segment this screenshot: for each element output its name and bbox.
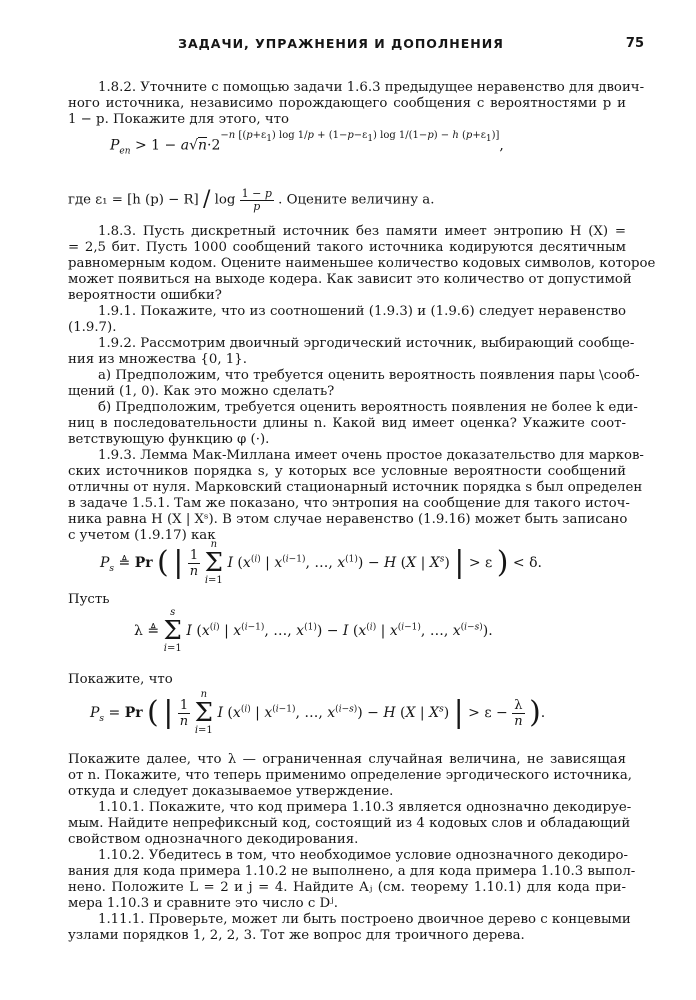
problem-1-8-2-line-3: 1 − p. Покажите для этого, что: [68, 112, 290, 127]
problem-1-8-2-line-2: ного источника, независимо порождающего сообщения с вероятностями p и: [68, 96, 626, 111]
problem-1-9-1-line-2: (1.9.7).: [68, 320, 117, 335]
problem-1-8-2-line-1: 1.8.2. Уточните с помощью задачи 1.6.3 предыдущее неравенство для двоич-: [98, 80, 645, 95]
problem-1-9-3-after-2: от n. Покажите, что теперь применимо определение эргодического источника,: [68, 768, 632, 783]
problem-1-10-1-line-2: мым. Найдите непрефиксный код, состоящий из 4 кодовых слов и обладающий: [68, 816, 631, 831]
problem-1-9-2-line-6: ниц в последовательности длины n. Какой вид имеет оценка? Укажите соот-: [68, 416, 626, 431]
problem-1-10-2-line-1: 1.10.2. Убедитесь в том, что необходимое условие однозначного декодиро-: [98, 848, 628, 863]
problem-1-9-1-line-1: 1.9.1. Покажите, что из соотношений (1.9.3) и (1.9.6) следует неравенство: [98, 304, 626, 319]
problem-1-11-1-line-1: 1.11.1. Проверьте, может ли быть построено двоичное дерево с концевыми: [98, 912, 631, 927]
problem-1-9-2-line-3: а) Предположим, что требуется оценить вероятность появления пары \сооб-: [98, 368, 640, 383]
problem-1-8-3-line-2: = 2,5 бит. Пусть 1000 сообщений такого источника кодируются десятичным: [68, 240, 626, 255]
problem-1-8-3-line-4: может появиться на выходе кодера. Как зависит это количество от допустимой: [68, 272, 632, 287]
slash-symbol: /: [202, 187, 211, 212]
formula-p-s-bound: $P_s$ ≜ Pr ( | $\frac{1}{n}$ n Σ i=1 I ($x^{(i)}$ | $x^{(i-1)}$, …, $x^{(1)}) - H$ (X | $X^s$) | > ε ) < δ.: [100, 539, 542, 586]
chapter-title: ЗАДАЧИ, УПРАЖНЕНИЯ И ДОПОЛНЕНИЯ: [178, 36, 504, 51]
problem-1-9-2-line-7: ветствующую функцию φ (·).: [68, 432, 270, 447]
problem-1-9-3-after-3: откуда и следует доказываемое утверждение.: [68, 784, 394, 799]
problem-1-10-1-line-1: 1.10.1. Покажите, что код примера 1.10.3 является однозначно декодируе-: [98, 800, 632, 815]
problem-1-9-3-line-2: ских источников порядка s, у которых все условные вероятности сообщений: [68, 464, 626, 479]
problem-1-11-1-line-2: узлами порядков 1, 2, 2, 3. Тот же вопрос для троичного дерева.: [68, 928, 525, 943]
page-number: 75: [625, 36, 644, 51]
problem-1-10-2-line-2: вания для кода примера 1.10.2 не выполнено, а для кода примера 1.10.3 выпол-: [68, 864, 636, 879]
problem-1-10-2-line-4: мера 1.10.3 и сравните это число с Dʲ.: [68, 896, 338, 911]
word-let: Пусть: [68, 592, 110, 607]
eps-prefix: где ε₁ = [h (p) − R]: [68, 192, 199, 208]
eps-suffix: . Оцените величину a.: [278, 192, 435, 208]
problem-1-8-3-line-5: вероятности ошибки?: [68, 288, 222, 303]
problem-1-9-2-line-2: ния из множества {0, 1}.: [68, 352, 247, 367]
formula-p-s-lambda: $P_s = Pr$ ( | $\frac{1}{n}$ n Σ i=1 I ($x^{(i)}$ | $x^{(i-1)}$, …, $x^{(i-s)}) - H$ (X | $X^s$) | > ε − $\frac{\lambda}{n}$ ).: [90, 689, 546, 736]
problem-1-8-3-line-1: 1.8.3. Пусть дискретный источник без памяти имеет энтропию H (X) =: [98, 224, 626, 239]
problem-1-10-2-line-3: нено. Положите L = 2 и j = 4. Найдите Aⱼ (см. теорему 1.10.1) для кода при-: [68, 880, 626, 895]
problem-1-10-1-line-3: свойством однозначного декодирования.: [68, 832, 359, 847]
problem-1-9-2-line-1: 1.9.2. Рассмотрим двоичный эргодический источник, выбирающий сообще-: [98, 336, 635, 351]
problem-1-8-2-eps-definition: где ε₁ = [h (p) − R] / log $\frac{1 - p}{p}$ . Оцените величину a.: [68, 186, 435, 213]
problem-1-9-3-line-1: 1.9.3. Лемма Мак-Миллана имеет очень простое доказательство для марков-: [98, 448, 644, 463]
problem-1-9-3-line-3: отличны от нуля. Марковский стационарный источник порядка s был определен: [68, 480, 643, 495]
running-header: [68, 36, 644, 58]
problem-1-9-2-line-4: щений (1, 0). Как это можно сделать?: [68, 384, 335, 399]
problem-1-8-3-line-3: равномерным кодом. Оцените наименьшее количество кодовых символов, которое: [68, 256, 656, 271]
formula-p-en: $P_{en} > 1 - a√n\cdot 2^{-n [(p+\varepsilon_1) log 1/p + (1-p-\varepsilon_1) log 1/(1-p) - h (p+\varepsilon_1)]}$,: [110, 130, 504, 157]
problem-1-9-3-line-5: ника равна H (X | Xˢ). В этом случае неравенство (1.9.16) может быть записано: [68, 512, 628, 527]
word-show: Покажите, что: [68, 672, 173, 687]
problem-1-9-3-line-4: в задаче 1.5.1. Там же показано, что энтропия на сообщение для такого источ-: [68, 496, 630, 511]
problem-1-9-3-after-1: Покажите далее, что λ — ограниченная случайная величина, не зависящая: [68, 752, 626, 767]
formula-lambda: λ ≜ s Σ i=1 I ($x^{(i)}$ | $x^{(i-1)}$, …, $x^{(1)}) - I$ ($x^{(i)}$ | $x^{(i-1)}$, …, $x^{(i-s)}$).: [134, 607, 493, 654]
problem-1-9-2-line-5: б) Предположим, требуется оценить вероятность появления не более k еди-: [98, 400, 638, 415]
log-fraction: $\frac{1 - p}{p}$: [241, 186, 272, 213]
problem-1-9-3-line-6: с учетом (1.9.17) как: [68, 528, 216, 543]
